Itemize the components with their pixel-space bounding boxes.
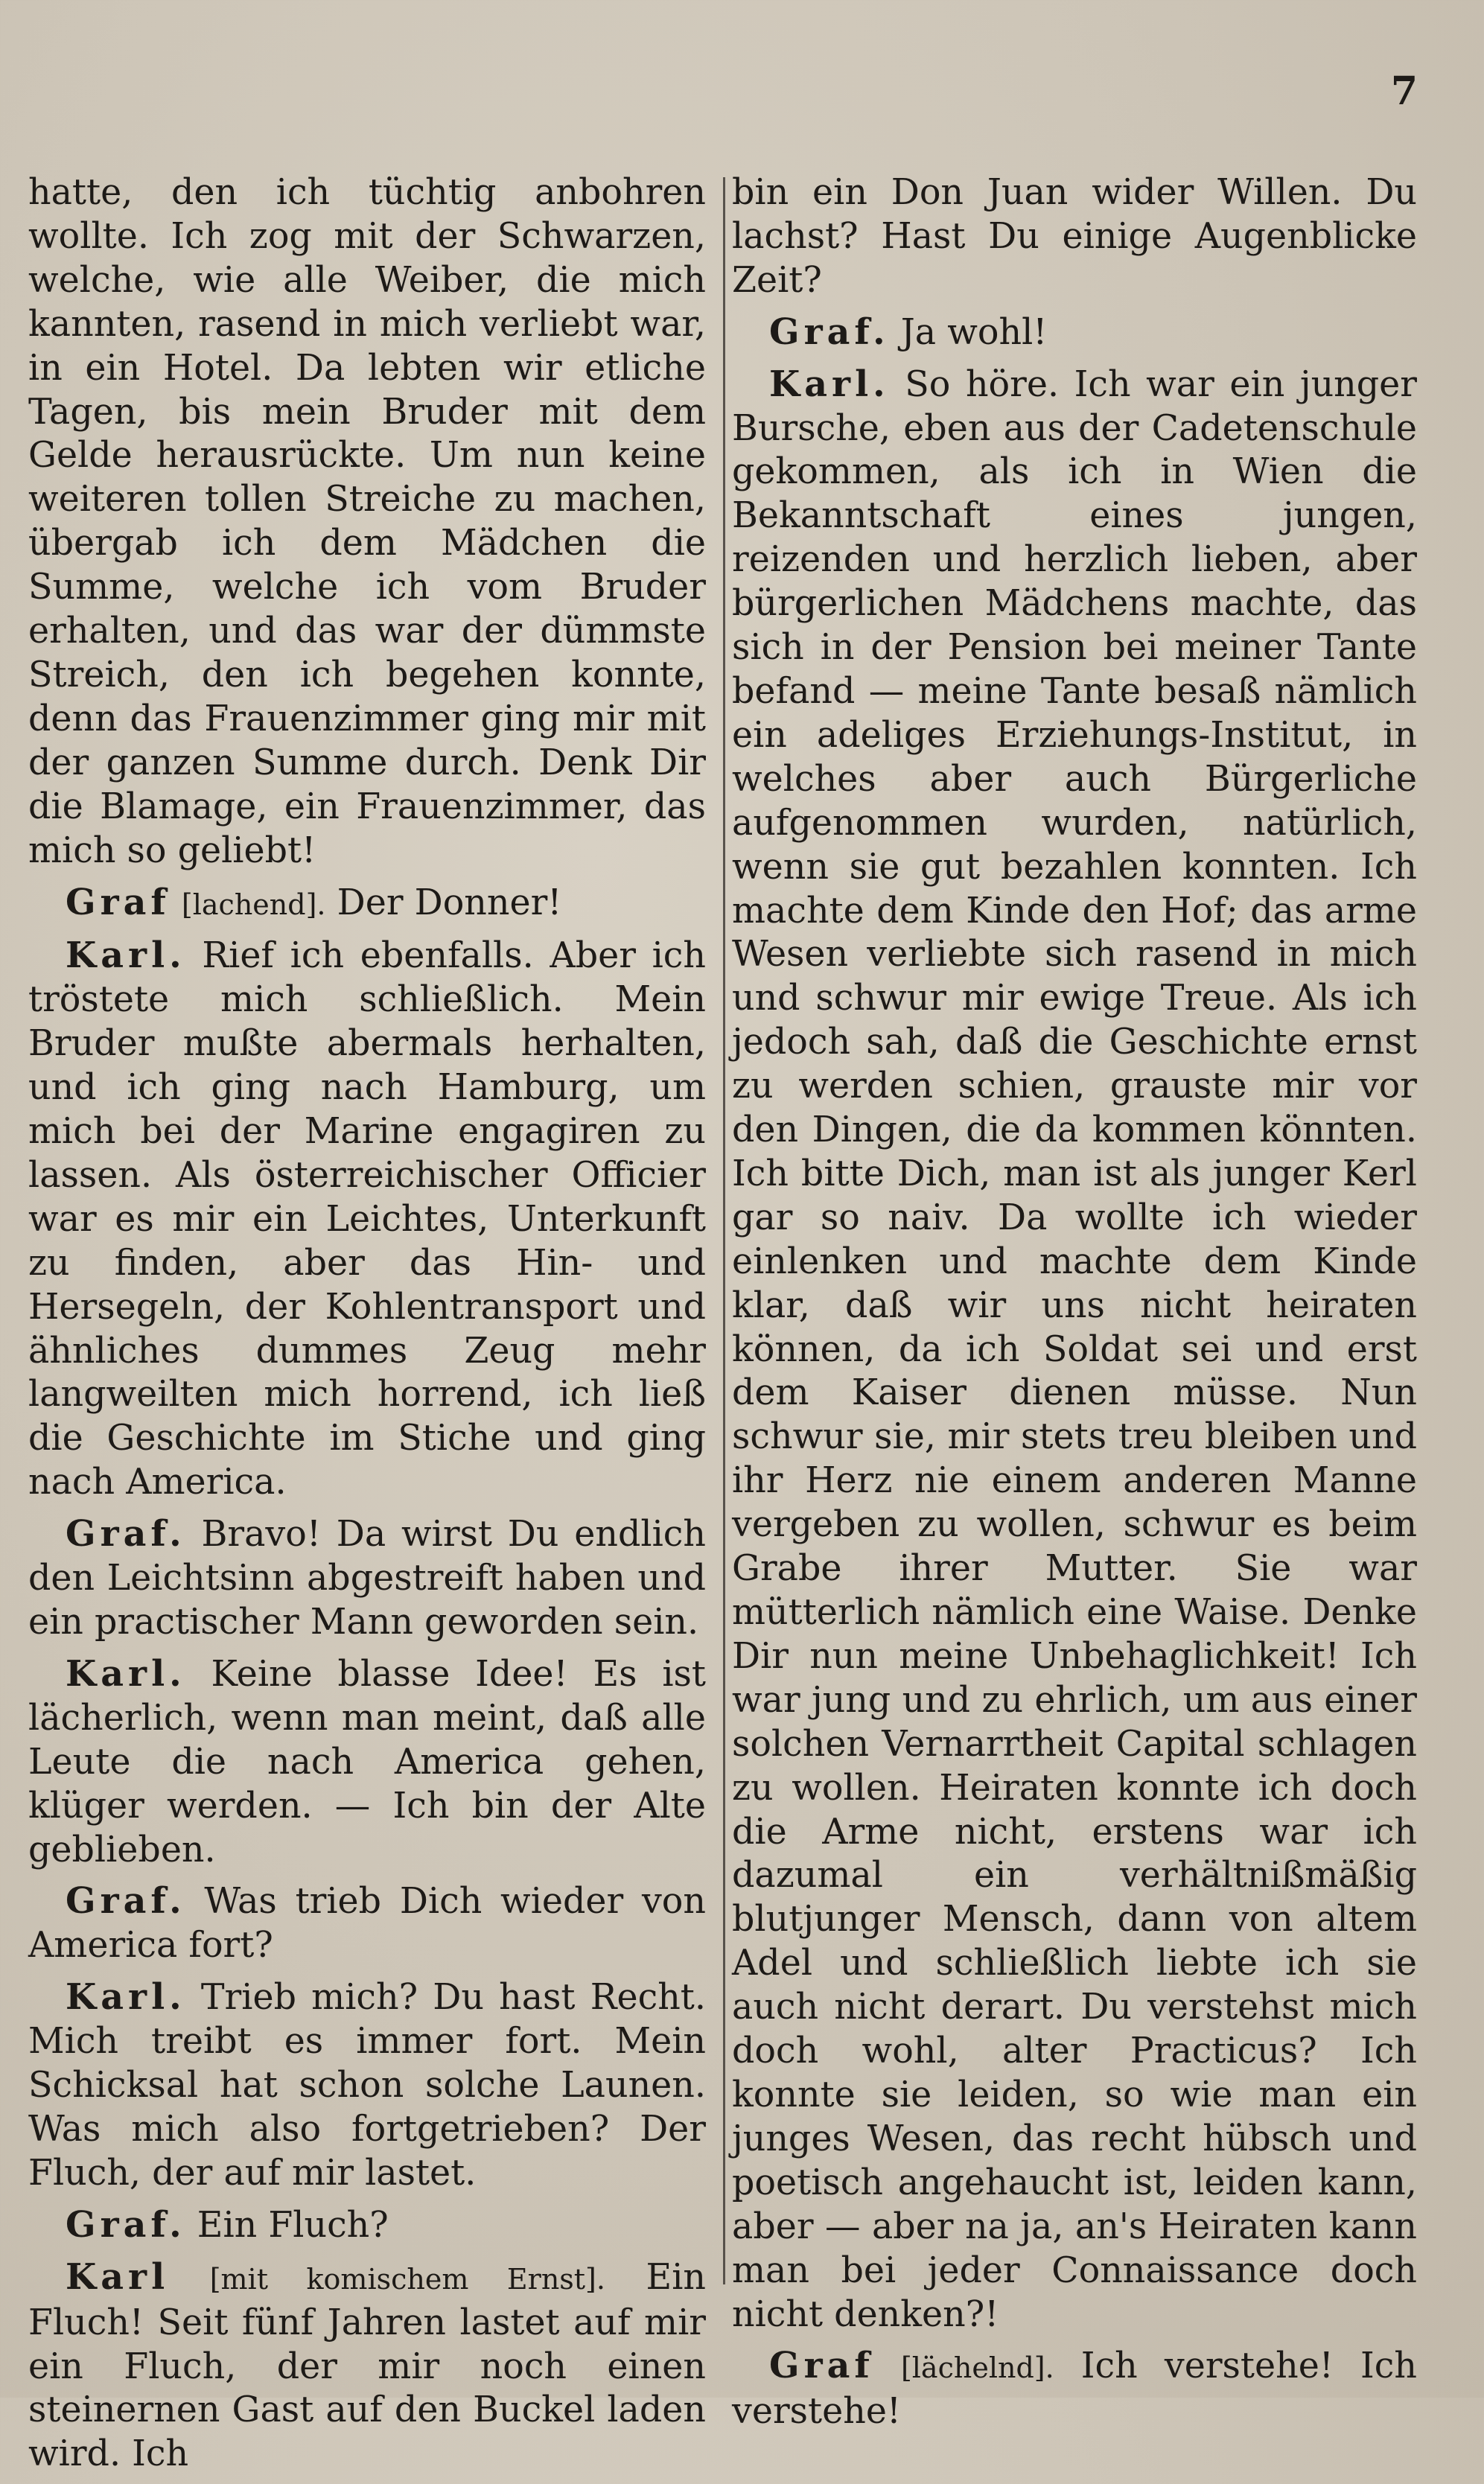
page-number: 7 [1390, 69, 1418, 114]
dialogue-text: Ein Fluch! Seit fünf Jahren lastet auf mir ein Fluch, der mir noch einen steinernen Gast auf den Buckel laden wird. Ich [28, 2256, 706, 2475]
dialogue-paragraph [28, 1512, 706, 1645]
dialogue-text: So höre. Ich war ein junger Bursche, eben aus der Cadetenschule gekommen, als ich in Wien die Bekanntschaft eines jungen, reizenden und herzlich lieben, aber bürgerlichen Mädchens machte, das sich in der Pension bei meiner Tante befand — meine Tante besaß nämlich ein adeliges Erziehungs-Institut, in welches aber auch Bürgerliche aufgenommen wurden, natürlich, wenn sie gut bezahlen konnten. Ich machte dem Kinde den Hof; das arme Wesen verliebte sich rasend in mich und schwur mir ewige Treue. Als ich jedoch sah, daß die Geschichte ernst zu werden schien, grauste mir vor den Dingen, die da kommen könnten. Ich bitte Dich, man ist als junger Kerl gar so naiv. Da wollte ich wieder einlenken und machte dem Kinde klar, daß wir uns nicht heiraten können, da ich Soldat sei und erst dem Kaiser dienen müsse. Nun schwur sie, mir stets treu bleiben und ihr Herz nie einem anderen Manne vergeben zu wollen, schwur es beim Grabe ihrer Mutter. Sie war mütterlich nämlich eine Waise. Denke Dir nun meine Unbehaglichkeit! Ich war jung und zu ehrlich, um aus einer solchen Vernarrtheit Capital schlagen zu wollen. Heiraten konnte ich doch die Arme nicht, erstens war ich dazumal ein verhältnißmäßig blutjunger Mensch, dann von altem Adel und schließlich liebte ich sie auch nicht derart. Du verstehst mich doch wohl, alter Practicus? Ich konnte sie leiden, so wie man ein junges Wesen, das recht hübsch und poetisch angehaucht ist, leiden kann, aber — aber na ja, an's Heiraten kann man bei jeder Connaissance doch nicht denken?! [732, 363, 1417, 2335]
dialogue-paragraph [732, 310, 1417, 355]
speaker-name: Graf. [66, 1513, 186, 1555]
dialogue-text: Der Donner! [337, 882, 562, 923]
dialogue-text: Trieb mich? Du hast Recht. Mich treibt es immer fort. Mein Schicksal hat schon solche Launen. Was mich also fortgetrieben? Der Fluch, der auf mir lastet. [28, 1977, 706, 2194]
dialogue-paragraph [732, 363, 1417, 2337]
dialogue-paragraph [28, 1879, 706, 1968]
dialogue-text: Ja wohl! [900, 311, 1048, 353]
dialogue-paragraph [28, 2203, 706, 2248]
speaker-name: Graf [66, 881, 171, 923]
dialogue-paragraph [28, 1652, 706, 1873]
speaker-name: Graf. [66, 1880, 186, 1923]
dialogue-text: Ich verstehe! Ich verstehe! [732, 2346, 1417, 2433]
dialogue-paragraph [732, 171, 1417, 303]
column-divider [723, 177, 725, 2284]
speaker-name: Karl. [769, 363, 890, 405]
speaker-name: Graf. [66, 2203, 186, 2246]
speaker-name: Karl [66, 2255, 170, 2298]
speaker-name: Karl. [66, 1652, 186, 1695]
stage-direction: [mit komischem Ernst]. [209, 2262, 605, 2296]
speaker-name: Karl. [66, 1976, 186, 2019]
speaker-name: Graf. [769, 310, 890, 353]
dialogue-paragraph [28, 934, 706, 1505]
dialogue-paragraph [28, 2255, 706, 2477]
dialogue-text: bin ein Don Juan wider Willen. Du lachst? Hast Du einige Augenblicke Zeit? [732, 172, 1417, 301]
dialogue-paragraph [732, 2344, 1417, 2434]
speaker-name: Graf [769, 2345, 874, 2387]
stage-direction: [lachend]. [181, 888, 326, 921]
dialogue-paragraph [28, 881, 706, 927]
dialogue-text: Rief ich ebenfalls. Aber ich tröstete mich schließlich. Mein Bruder mußte abermals herhalten, und ich ging nach Hamburg, um mich bei der Marine engagiren zu lassen. Als österreichischer Officier war es mir ein Leichtes, Unterkunft zu finden, aber das Hin- und Hersegeln, der Kohlentransport und ähnliches dummes Zeug mehr langweilten mich horrend, ich ließ die Geschichte im Stiche und ging nach America. [28, 935, 706, 1503]
dialogue-paragraph [28, 1975, 706, 2196]
dialogue-text: hatte, den ich tüchtig anbohren wollte. Ich zog mit der Schwarzen, welche, wie alle Weiber, die mich kannten, rasend in mich verliebt war, in ein Hotel. Da lebten wir etliche Tagen, bis mein Bruder mit dem Gelde herausrückte. Um nun keine weiteren tollen Streiche zu machen, übergab ich dem Mädchen die Summe, welche ich vom Bruder erhalten, und das war der dümmste Streich, den ich begehen konnte, denn das Frauenzimmer ging mir mit der ganzen Summe durch. Denk Dir die Blamage, ein Frauenzimmer, das mich so geliebt! [28, 172, 706, 871]
stage-direction: [lächelnd]. [900, 2351, 1054, 2385]
dialogue-text: Bravo! Da wirst Du endlich den Leichtsinn abgestreift haben und ein practischer Mann geworden sein. [28, 1514, 706, 1643]
left-column [28, 171, 706, 2484]
right-column [732, 171, 1417, 2442]
dialogue-paragraph [28, 171, 706, 873]
dialogue-text: Was trieb Dich wieder von America fort? [28, 1881, 706, 1966]
dialogue-text: Ein Fluch? [197, 2204, 389, 2246]
dialogue-text: Keine blasse Idee! Es ist lächerlich, wenn man meint, daß alle Leute die nach America gehen, klüger werden. — Ich bin der Alte geblieben. [28, 1653, 706, 1870]
speaker-name: Karl. [66, 934, 186, 977]
